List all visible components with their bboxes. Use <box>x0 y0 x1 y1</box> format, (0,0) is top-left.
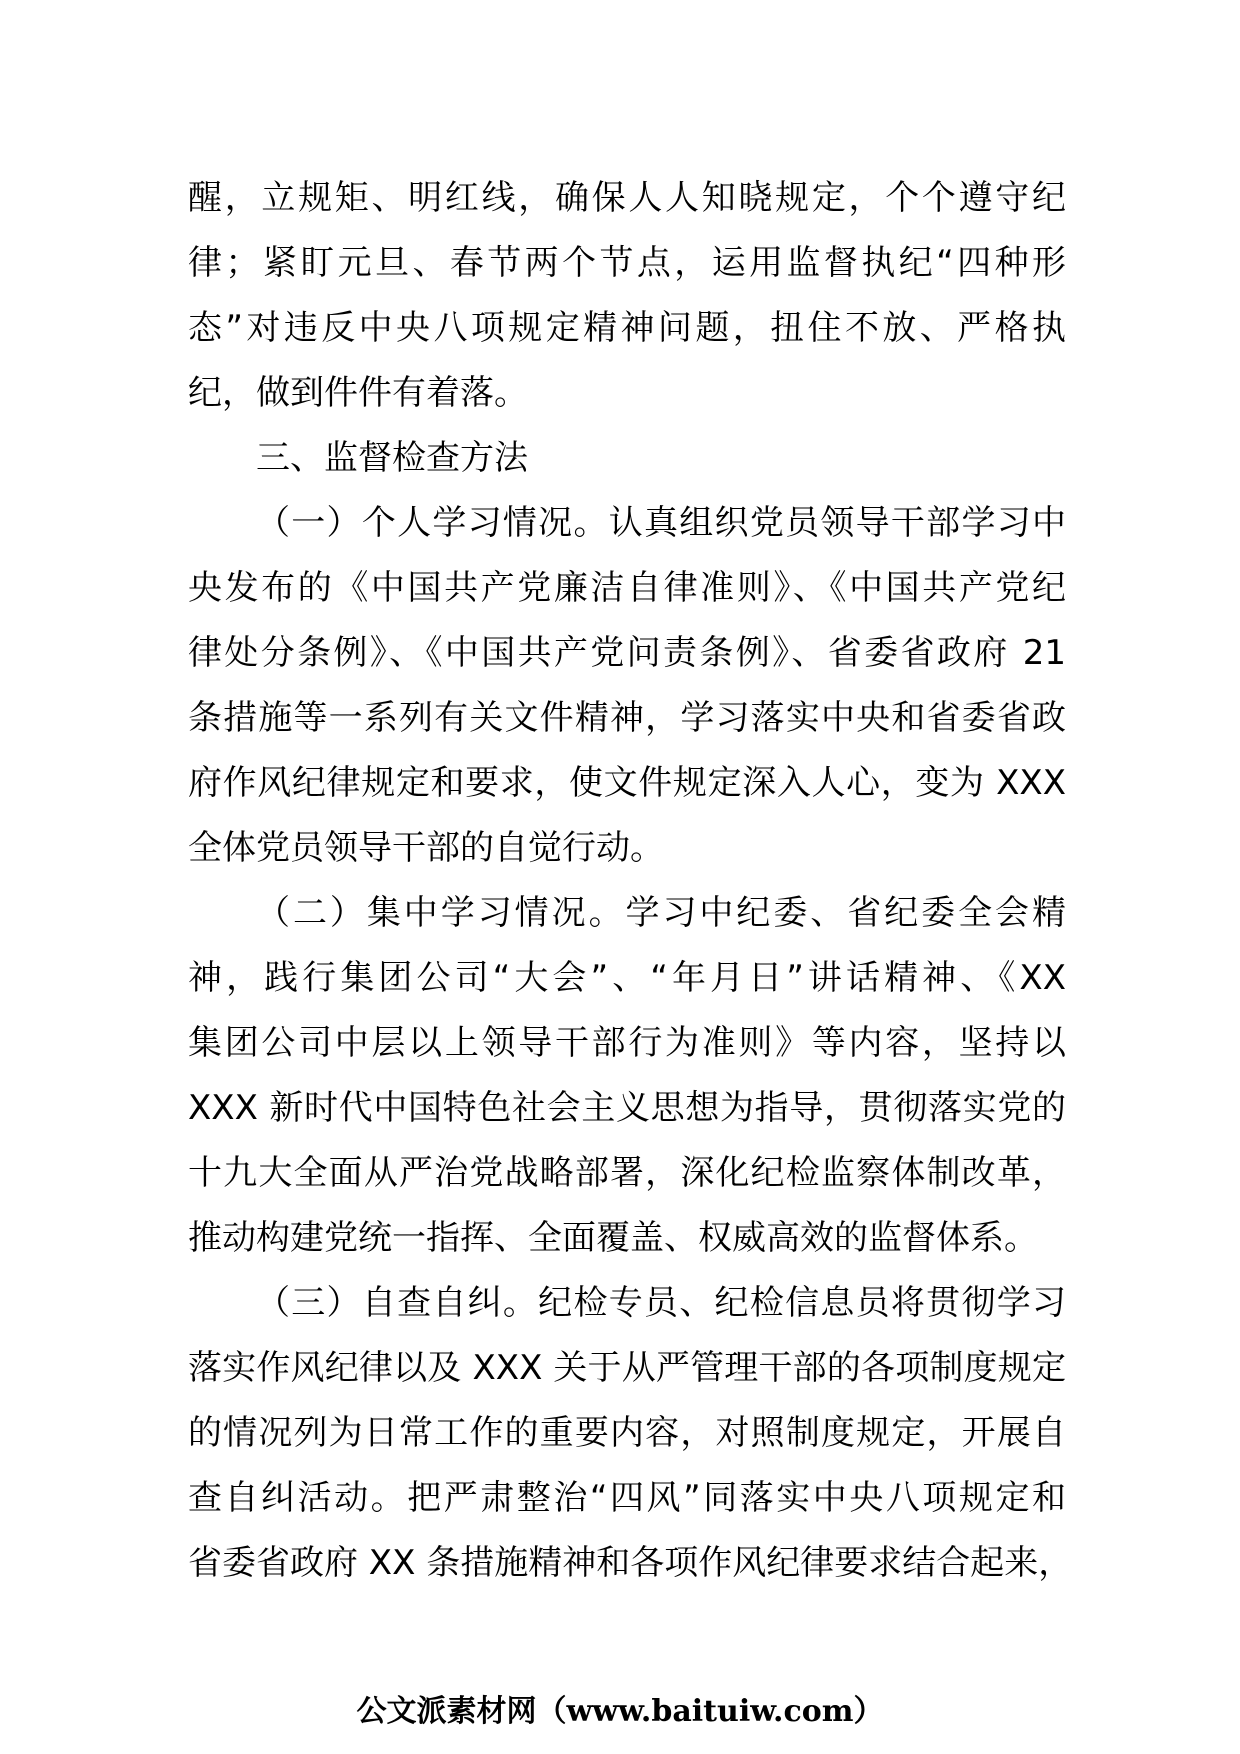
text-line: 落实作风纪律以及 XXX 关于从严管理干部的各项制度规定 <box>188 1348 1066 1388</box>
section-heading <box>188 426 1066 491</box>
paragraph <box>188 881 1066 1271</box>
text-line: 推动构建党统一指挥、全面覆盖、权威高效的监督体系。 <box>188 1218 1038 1258</box>
text-line: （三）自查自纠。纪检专员、纪检信息员将贯彻学习 <box>256 1283 1066 1323</box>
text-line: 十九大全面从严治党战略部署，深化纪检监察体制改革， <box>188 1153 1066 1193</box>
heading-line: 三、监督检查方法 <box>256 438 528 478</box>
text-line: 条措施等一系列有关文件精神，学习落实中央和省委省政 <box>188 698 1066 738</box>
text-line: 律；紧盯元旦、春节两个节点，运用监督执纪“四种形 <box>188 243 1066 283</box>
text-line: 神，践行集团公司“大会”、“年月日”讲话精神、《XX <box>188 958 1066 998</box>
text-line: 省委省政府 XX 条措施精神和各项作风纪律要求结合起来， <box>188 1543 1073 1583</box>
footer-watermark: 公文派素材网（www.baituiw.com） <box>356 1694 884 1729</box>
text-line: 央发布的《中国共产党廉洁自律准则》、《中国共产党纪 <box>188 568 1066 608</box>
text-line: 律处分条例》、《中国共产党问责条例》、省委省政府 21 <box>188 633 1066 673</box>
paragraph <box>188 1271 1073 1596</box>
text-line: XXX 新时代中国特色社会主义思想为指导，贯彻落实党的 <box>188 1088 1066 1128</box>
text-line: 纪，做到件件有着落。 <box>188 373 528 413</box>
text-line: 全体党员领导干部的自觉行动。 <box>188 828 664 868</box>
text-line: 查自纠活动。把严肃整治“四风”同落实中央八项规定和 <box>188 1478 1066 1518</box>
text-line: 集团公司中层以上领导干部行为准则》等内容，坚持以 <box>188 1023 1066 1063</box>
text-line: 的情况列为日常工作的重要内容，对照制度规定，开展自 <box>188 1413 1066 1453</box>
document-body <box>188 166 1073 1596</box>
text-line: 醒，立规矩、明红线，确保人人知晓规定，个个遵守纪 <box>188 178 1066 218</box>
text-line: 态”对违反中央八项规定精神问题，扭住不放、严格执 <box>188 308 1066 348</box>
paragraph <box>188 491 1066 881</box>
text-line: （二）集中学习情况。学习中纪委、省纪委全会精 <box>256 893 1066 933</box>
text-line: 府作风纪律规定和要求，使文件规定深入人心，变为 XXX <box>188 763 1066 803</box>
text-line: （一）个人学习情况。认真组织党员领导干部学习中 <box>256 503 1066 543</box>
paragraph <box>188 166 1066 426</box>
